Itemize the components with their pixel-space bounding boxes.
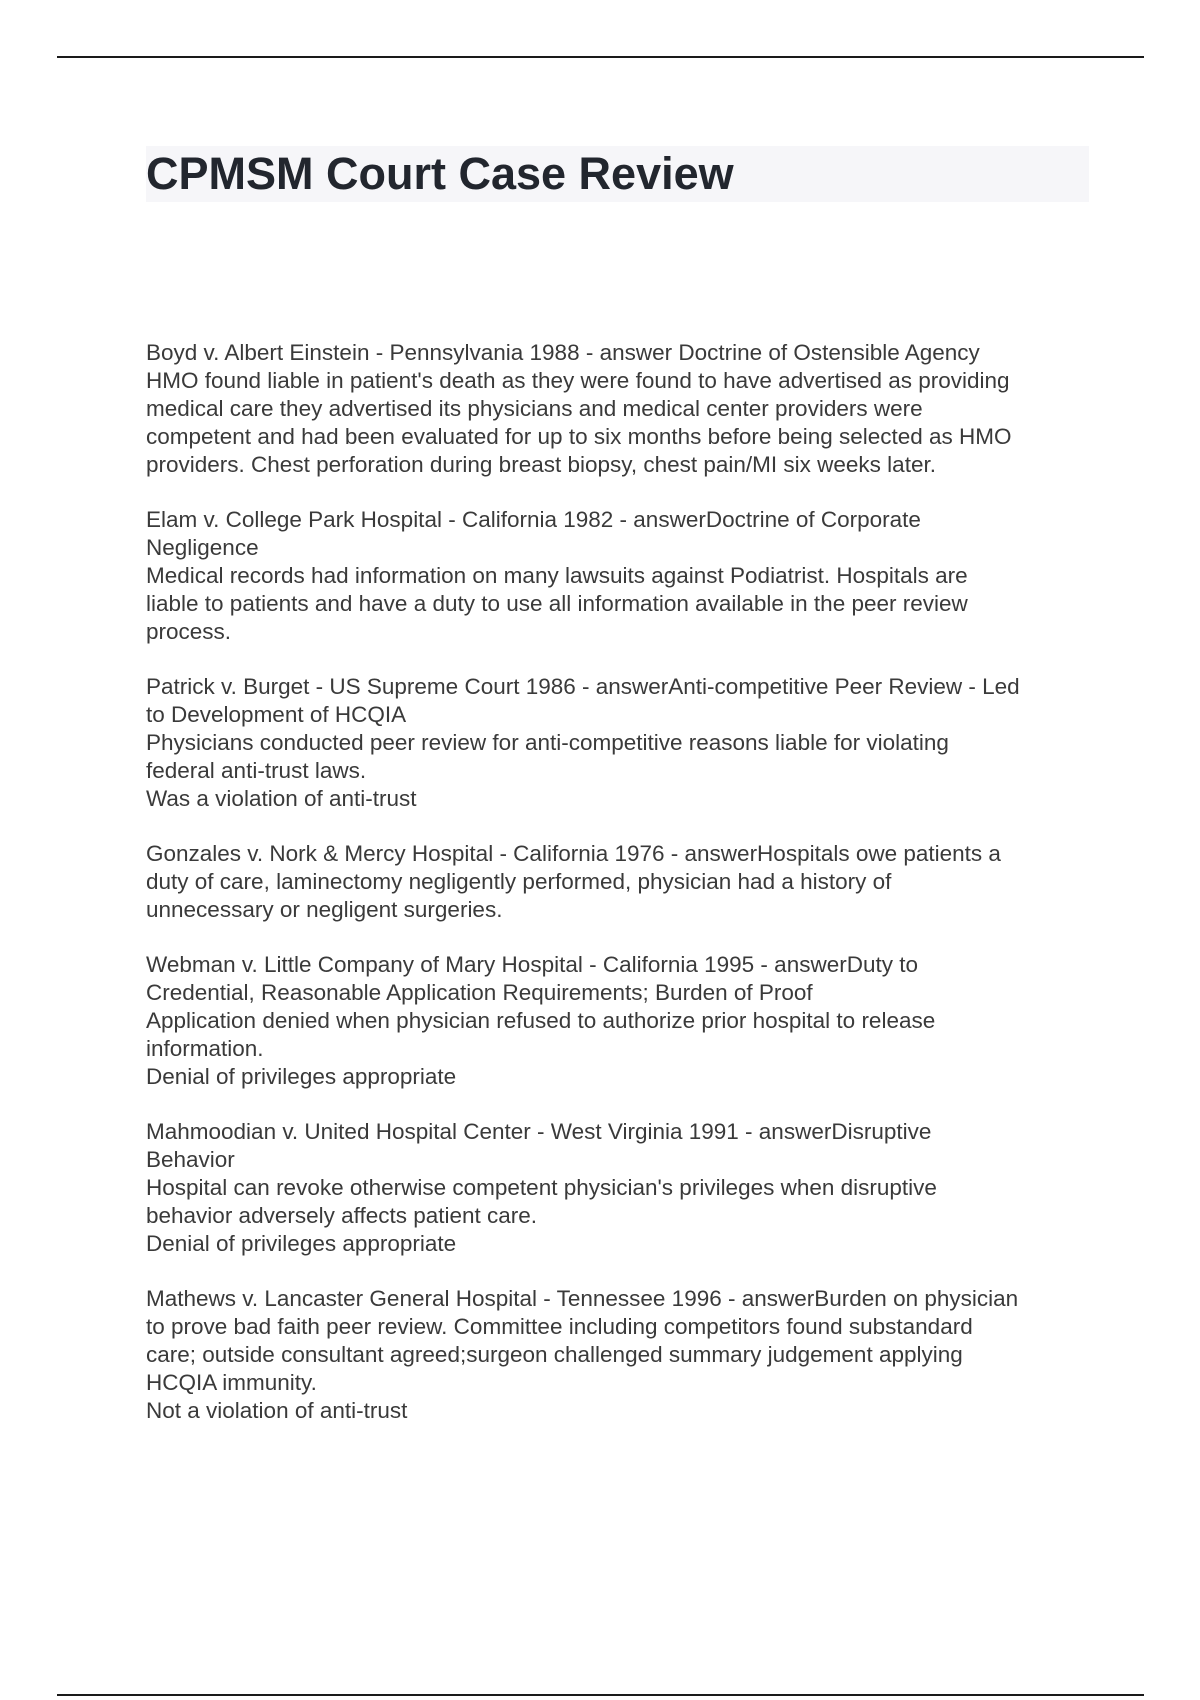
page-title: CPMSM Court Case Review [146, 148, 734, 199]
entry-line: Elam v. College Park Hospital - California 1982 - answerDoctrine of Corporate [146, 507, 921, 532]
bottom-divider [57, 1694, 1144, 1696]
case-entry-webman [146, 951, 1096, 1091]
entry-line: Denial of privileges appropriate [146, 1231, 457, 1256]
case-entry-gonzales [146, 840, 1096, 924]
entry-line: HMO found liable in patient's death as they were found to have advertised as providing [146, 368, 1010, 393]
entry-line: to prove bad faith peer review. Committee including competitors found substandard [146, 1314, 973, 1339]
entry-line: federal anti-trust laws. [146, 758, 367, 783]
entry-line: process. [146, 619, 232, 644]
entry-line: Medical records had information on many lawsuits against Podiatrist. Hospitals are [146, 563, 968, 588]
entry-line: Patrick v. Burget - US Supreme Court 1986 - answerAnti-competitive Peer Review - Led [146, 674, 1020, 699]
entry-line: Application denied when physician refused to authorize prior hospital to release [146, 1008, 936, 1033]
entry-line: care; outside consultant agreed;surgeon challenged summary judgement applying [146, 1342, 963, 1367]
case-entry-mathews [146, 1285, 1096, 1425]
case-entry-mahmoodian [146, 1118, 1096, 1258]
entry-line: Webman v. Little Company of Mary Hospital - California 1995 - answerDuty to [146, 952, 918, 977]
entry-line: Hospital can revoke otherwise competent physician's privileges when disruptive [146, 1175, 937, 1200]
entry-line: liable to patients and have a duty to use all information available in the peer review [146, 591, 968, 616]
entry-line: Not a violation of anti-trust [146, 1398, 408, 1423]
entry-line: Boyd v. Albert Einstein - Pennsylvania 1988 - answer Doctrine of Ostensible Agency [146, 340, 980, 365]
case-entry-boyd [146, 339, 1096, 479]
case-list [146, 339, 1096, 1452]
entry-line: medical care they advertised its physicians and medical center providers were [146, 396, 923, 421]
entry-line: to Development of HCQIA [146, 702, 407, 727]
entry-line: information. [146, 1036, 264, 1061]
entry-line: competent and had been evaluated for up to six months before being selected as HMO [146, 424, 1012, 449]
entry-line: Denial of privileges appropriate [146, 1064, 457, 1089]
entry-line: HCQIA immunity. [146, 1370, 317, 1395]
entry-line: Physicians conducted peer review for anti-competitive reasons liable for violating [146, 730, 949, 755]
entry-line: Was a violation of anti-trust [146, 786, 417, 811]
entry-line: Behavior [146, 1147, 235, 1172]
entry-line: behavior adversely affects patient care. [146, 1203, 538, 1228]
entry-line: Credential, Reasonable Application Requirements; Burden of Proof [146, 980, 813, 1005]
entry-line: duty of care, laminectomy negligently performed, physician had a history of [146, 869, 892, 894]
case-entry-patrick [146, 673, 1096, 813]
entry-line: Mahmoodian v. United Hospital Center - West Virginia 1991 - answerDisruptive [146, 1119, 932, 1144]
entry-line: unnecessary or negligent surgeries. [146, 897, 503, 922]
case-entry-elam [146, 506, 1096, 646]
entry-line: providers. Chest perforation during breast biopsy, chest pain/MI six weeks later. [146, 452, 936, 477]
top-divider [57, 56, 1144, 58]
entry-line: Mathews v. Lancaster General Hospital - Tennessee 1996 - answerBurden on physician [146, 1286, 1019, 1311]
entry-line: Gonzales v. Nork & Mercy Hospital - California 1976 - answerHospitals owe patients a [146, 841, 1001, 866]
entry-line: Negligence [146, 535, 259, 560]
